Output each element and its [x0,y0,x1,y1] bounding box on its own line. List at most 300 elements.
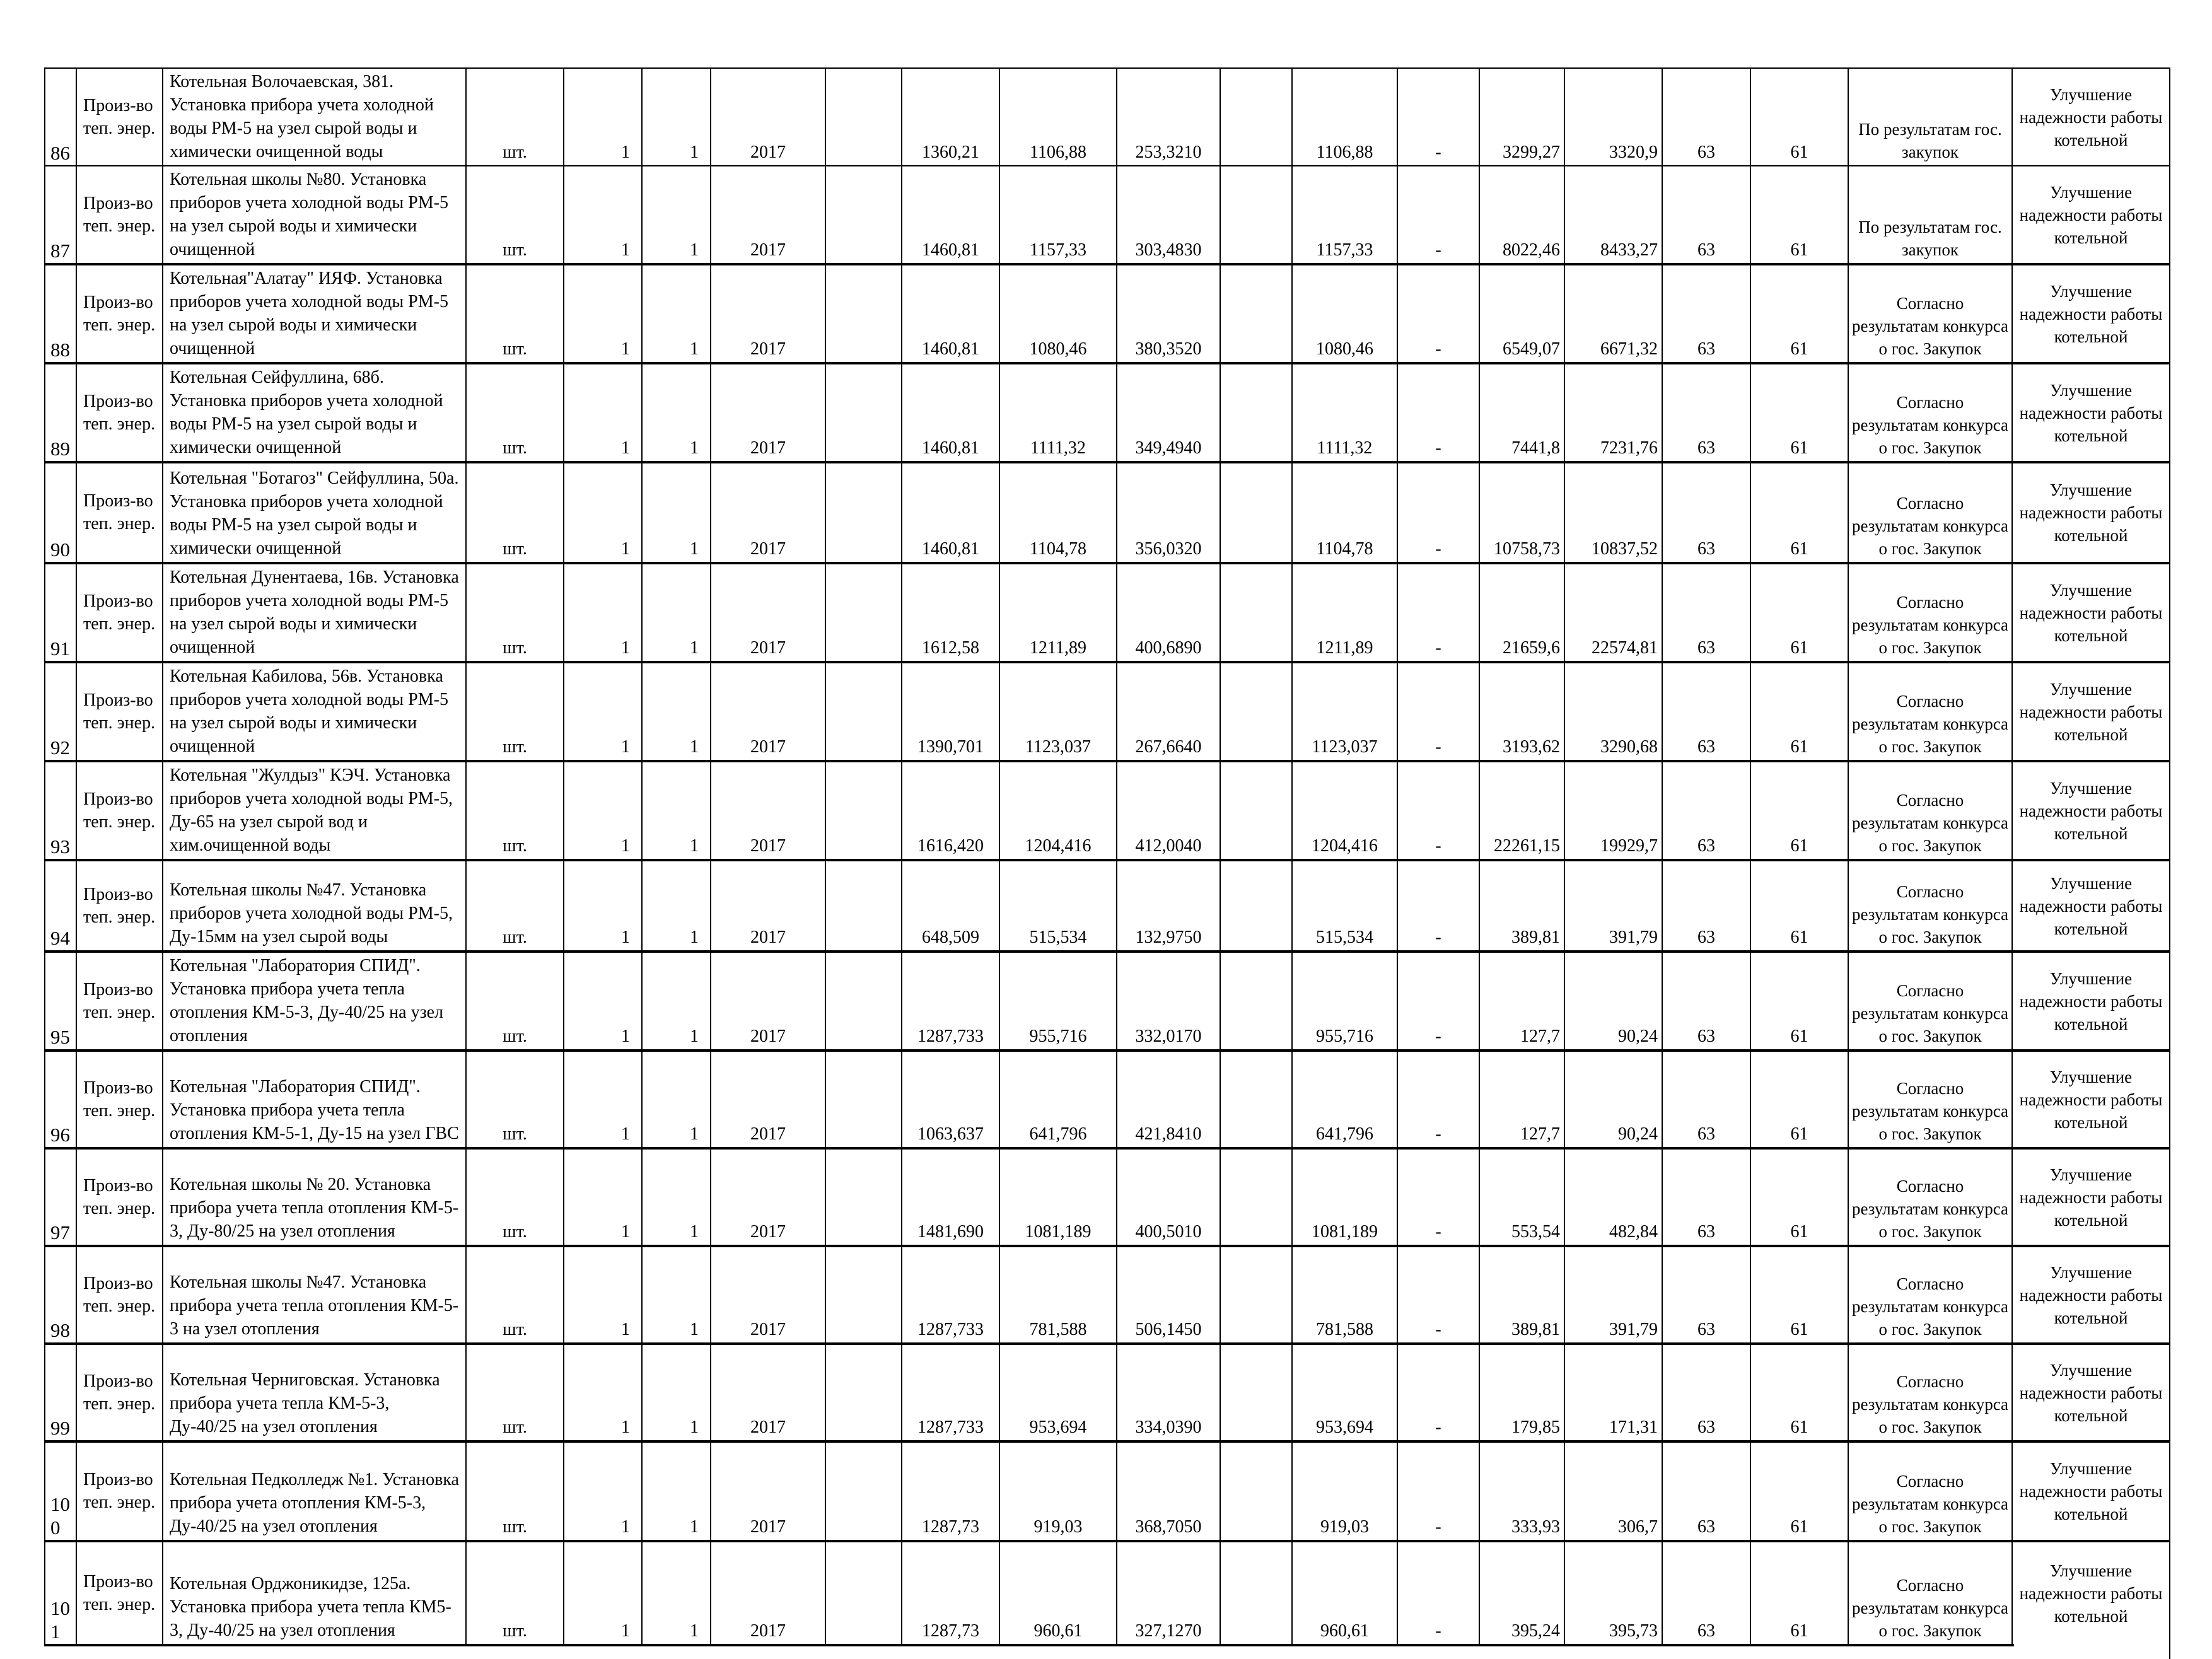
row-number: 87 [45,166,76,264]
cost-estimate: 1460,81 [902,264,999,363]
category: Произ-во теп. энер. [76,68,163,166]
quantity-fact: 1 [642,1051,711,1148]
indicator-before: 63 [1662,1051,1750,1148]
category: Произ-во теп. энер. [76,1246,163,1344]
category: Произ-во теп. энер. [76,563,163,662]
year: 2017 [711,1441,825,1541]
amount-before: 6549,07 [1479,264,1564,363]
cost-savings: 400,5010 [1117,1148,1220,1246]
work-description: Котельная "Жулдыз" КЭЧ. Установка приборов учета холодной воды РМ-5, Ду-65 на узел сырой вод и хим.очищенной воды [163,761,466,860]
work-description: Котельная Кабилова, 56в. Установка приборов учета холодной воды РМ-5 на узел сырой воды и химически очищенной [163,662,466,761]
cost-estimate: 1287,733 [902,1344,999,1441]
cost-actual: 1211,89 [999,563,1117,662]
quantity-plan: 1 [564,563,642,662]
year: 2017 [711,761,825,860]
expected-effect: Улучшение надежности работы котельной [2012,1541,2170,1645]
amount-after: 10837,52 [1564,462,1662,563]
procurement-basis: Согласно результатам конкурса о гос. Закупок [1848,1344,2012,1441]
row-number: 90 [45,462,76,563]
cost-savings: 380,3520 [1117,264,1220,363]
amount-before: 3299,27 [1479,68,1564,166]
amount-after: 3290,68 [1564,662,1662,761]
year: 2017 [711,1541,825,1645]
unit: шт. [466,363,564,462]
work-description: Котельная школы №80. Установка приборов учета холодной воды РМ-5 на узел сырой воды и химически очищенной [163,166,466,264]
cost-actual-repeat: 1157,33 [1292,166,1397,264]
cost-savings: 421,8410 [1117,1051,1220,1148]
empty-cell [1220,952,1292,1051]
quantity-fact: 1 [642,166,711,264]
cost-actual: 1204,416 [999,761,1117,860]
procurement-basis: Согласно результатам конкурса о гос. Закупок [1848,860,2012,952]
table-row [45,1148,2170,1246]
cost-savings: 334,0390 [1117,1344,1220,1441]
dash: - [1397,264,1479,363]
category: Произ-во теп. энер. [76,662,163,761]
work-description: Котельная Педколледж №1. Установка прибора учета отопления КМ-5-3, Ду-40/25 на узел отопления [163,1441,466,1541]
procurement-basis: Согласно результатам конкурса о гос. Закупок [1848,1051,2012,1148]
empty-cell [1220,1148,1292,1246]
cost-actual-repeat: 955,716 [1292,952,1397,1051]
empty-cell [825,462,902,563]
procurement-basis: Согласно результатам конкурса о гос. Закупок [1848,363,2012,462]
amount-before: 127,7 [1479,952,1564,1051]
cost-estimate: 1460,81 [902,166,999,264]
dash: - [1397,462,1479,563]
cost-savings: 349,4940 [1117,363,1220,462]
quantity-fact: 1 [642,68,711,166]
cost-actual: 515,534 [999,860,1117,952]
unit: шт. [466,860,564,952]
amount-after: 482,84 [1564,1148,1662,1246]
table-row [45,1541,2170,1645]
cost-estimate: 1287,73 [902,1441,999,1541]
indicator-after: 61 [1750,1344,1848,1441]
procurement-basis: Согласно результатам конкурса о гос. Закупок [1848,662,2012,761]
unit: шт. [466,68,564,166]
table-row [45,264,2170,363]
dash: - [1397,1441,1479,1541]
cost-actual: 1080,46 [999,264,1117,363]
indicator-after: 61 [1750,1148,1848,1246]
cost-savings: 267,6640 [1117,662,1220,761]
unit: шт. [466,462,564,563]
amount-before: 553,54 [1479,1148,1564,1246]
amount-after: 391,79 [1564,860,1662,952]
cost-estimate: 1481,690 [902,1148,999,1246]
category: Произ-во теп. энер. [76,1344,163,1441]
unit: шт. [466,761,564,860]
indicator-before: 63 [1662,1344,1750,1441]
empty-cell [1220,363,1292,462]
cost-savings: 506,1450 [1117,1246,1220,1344]
dash: - [1397,952,1479,1051]
cost-estimate: 1616,420 [902,761,999,860]
row-number: 93 [45,761,76,860]
year: 2017 [711,1051,825,1148]
quantity-fact: 1 [642,662,711,761]
empty-cell [1220,761,1292,860]
unit: шт. [466,264,564,363]
empty-cell [1220,462,1292,563]
quantity-fact: 1 [642,1441,711,1541]
cost-actual-repeat: 1123,037 [1292,662,1397,761]
empty-cell [1220,860,1292,952]
table-tail-border [2014,1644,2170,1659]
category: Произ-во теп. энер. [76,761,163,860]
dash: - [1397,662,1479,761]
unit: шт. [466,1148,564,1246]
procurement-basis: Согласно результатам конкурса о гос. Закупок [1848,462,2012,563]
amount-before: 10758,73 [1479,462,1564,563]
cost-savings: 368,7050 [1117,1441,1220,1541]
cost-actual: 1123,037 [999,662,1117,761]
indicator-after: 61 [1750,1051,1848,1148]
quantity-plan: 1 [564,860,642,952]
quantity-fact: 1 [642,462,711,563]
row-number: 99 [45,1344,76,1441]
empty-cell [1220,1051,1292,1148]
empty-cell [825,363,902,462]
procurement-basis: Согласно результатам конкурса о гос. Закупок [1848,563,2012,662]
unit: шт. [466,662,564,761]
expected-effect: Улучшение надежности работы котельной [2012,1344,2170,1441]
year: 2017 [711,1344,825,1441]
empty-cell [1220,68,1292,166]
cost-actual: 1111,32 [999,363,1117,462]
indicator-before: 63 [1662,462,1750,563]
year: 2017 [711,563,825,662]
cost-actual: 781,588 [999,1246,1117,1344]
amount-before: 127,7 [1479,1051,1564,1148]
quantity-plan: 1 [564,166,642,264]
row-number: 97 [45,1148,76,1246]
indicator-after: 61 [1750,563,1848,662]
quantity-fact: 1 [642,563,711,662]
unit: шт. [466,563,564,662]
expected-effect: Улучшение надежности работы котельной [2012,1148,2170,1246]
dash: - [1397,1246,1479,1344]
unit: шт. [466,1344,564,1441]
cost-savings: 303,4830 [1117,166,1220,264]
quantity-fact: 1 [642,363,711,462]
unit: шт. [466,952,564,1051]
dash: - [1397,860,1479,952]
cost-actual-repeat: 641,796 [1292,1051,1397,1148]
indicator-before: 63 [1662,952,1750,1051]
cost-actual: 1106,88 [999,68,1117,166]
category: Произ-во теп. энер. [76,363,163,462]
expected-effect: Улучшение надежности работы котельной [2012,462,2170,563]
cost-estimate: 1460,81 [902,363,999,462]
table-row [45,952,2170,1051]
expected-effect: Улучшение надежности работы котельной [2012,1051,2170,1148]
cost-actual: 1157,33 [999,166,1117,264]
quantity-plan: 1 [564,264,642,363]
amount-before: 179,85 [1479,1344,1564,1441]
dash: - [1397,166,1479,264]
amount-before: 389,81 [1479,1246,1564,1344]
empty-cell [825,1541,902,1645]
empty-cell [1220,166,1292,264]
cost-estimate: 1460,81 [902,462,999,563]
empty-cell [825,166,902,264]
amount-before: 8022,46 [1479,166,1564,264]
cost-savings: 332,0170 [1117,952,1220,1051]
cost-actual-repeat: 1106,88 [1292,68,1397,166]
expected-effect: Улучшение надежности работы котельной [2012,563,2170,662]
table-row [45,68,2170,166]
indicator-after: 61 [1750,264,1848,363]
unit: шт. [466,1246,564,1344]
cost-estimate: 1390,701 [902,662,999,761]
category: Произ-во теп. энер. [76,952,163,1051]
cost-actual-repeat: 1080,46 [1292,264,1397,363]
dash: - [1397,68,1479,166]
category: Произ-во теп. энер. [76,1441,163,1541]
cost-actual-repeat: 1081,189 [1292,1148,1397,1246]
cost-actual: 955,716 [999,952,1117,1051]
quantity-fact: 1 [642,1148,711,1246]
cost-actual-repeat: 953,694 [1292,1344,1397,1441]
quantity-plan: 1 [564,68,642,166]
quantity-fact: 1 [642,1246,711,1344]
indicator-before: 63 [1662,1246,1750,1344]
cost-savings: 412,0040 [1117,761,1220,860]
dash: - [1397,363,1479,462]
quantity-fact: 1 [642,761,711,860]
row-number: 98 [45,1246,76,1344]
category: Произ-во теп. энер. [76,462,163,563]
amount-after: 22574,81 [1564,563,1662,662]
quantity-plan: 1 [564,1344,642,1441]
empty-cell [1220,264,1292,363]
amount-after: 3320,9 [1564,68,1662,166]
cost-savings: 253,3210 [1117,68,1220,166]
work-description: Котельная "Лаборатория СПИД". Установка прибора учета тепла отопления КМ-5-3, Ду-40/25 на узел отопления [163,952,466,1051]
year: 2017 [711,952,825,1051]
cost-actual-repeat: 960,61 [1292,1541,1397,1645]
empty-cell [825,1246,902,1344]
row-number: 96 [45,1051,76,1148]
expected-effect: Улучшение надежности работы котельной [2012,1246,2170,1344]
year: 2017 [711,860,825,952]
cost-savings: 356,0320 [1117,462,1220,563]
work-description: Котельная Дунентаева, 16в. Установка приборов учета холодной воды РМ-5 на узел сырой воды и химически очищенной [163,563,466,662]
year: 2017 [711,1148,825,1246]
category: Произ-во теп. энер. [76,1148,163,1246]
amount-after: 391,79 [1564,1246,1662,1344]
cost-actual-repeat: 1111,32 [1292,363,1397,462]
row-number: 92 [45,662,76,761]
indicator-before: 63 [1662,662,1750,761]
table-row [45,1344,2170,1441]
cost-estimate: 1287,73 [902,1541,999,1645]
empty-cell [825,1051,902,1148]
cost-actual: 641,796 [999,1051,1117,1148]
category: Произ-во теп. энер. [76,166,163,264]
indicator-after: 61 [1750,860,1848,952]
row-number: 89 [45,363,76,462]
dash: - [1397,1051,1479,1148]
empty-cell [1220,1344,1292,1441]
indicator-after: 61 [1750,68,1848,166]
indicator-after: 61 [1750,166,1848,264]
table-row [45,860,2170,952]
cost-actual: 1081,189 [999,1148,1117,1246]
year: 2017 [711,68,825,166]
quantity-fact: 1 [642,860,711,952]
table-row [45,1051,2170,1148]
quantity-fact: 1 [642,264,711,363]
cost-estimate: 1612,58 [902,563,999,662]
table-row [45,1441,2170,1541]
cost-actual-repeat: 1211,89 [1292,563,1397,662]
expected-effect: Улучшение надежности работы котельной [2012,264,2170,363]
quantity-plan: 1 [564,761,642,860]
amount-after: 8433,27 [1564,166,1662,264]
dash: - [1397,761,1479,860]
indicator-before: 63 [1662,264,1750,363]
indicator-after: 61 [1750,1246,1848,1344]
unit: шт. [466,1051,564,1148]
table-row [45,166,2170,264]
row-number: 95 [45,952,76,1051]
amount-before: 3193,62 [1479,662,1564,761]
cost-estimate: 1360,21 [902,68,999,166]
cost-actual: 1104,78 [999,462,1117,563]
dash: - [1397,1148,1479,1246]
cost-estimate: 1287,733 [902,952,999,1051]
row-number: 88 [45,264,76,363]
empty-cell [1220,1541,1292,1645]
year: 2017 [711,166,825,264]
quantity-plan: 1 [564,952,642,1051]
cost-actual-repeat: 1104,78 [1292,462,1397,563]
expected-effect: Улучшение надежности работы котельной [2012,761,2170,860]
quantity-fact: 1 [642,1344,711,1441]
year: 2017 [711,462,825,563]
expected-effect: Улучшение надежности работы котельной [2012,952,2170,1051]
empty-cell [825,563,902,662]
row-number: 91 [45,563,76,662]
row-number: 94 [45,860,76,952]
procurement-basis: Согласно результатам конкурса о гос. Закупок [1848,1441,2012,1541]
amount-after: 6671,32 [1564,264,1662,363]
amount-before: 22261,15 [1479,761,1564,860]
cost-actual-repeat: 515,534 [1292,860,1397,952]
indicator-after: 61 [1750,761,1848,860]
work-description: Котельная Орджоникидзе, 125а. Установка прибора учета тепла КМ5-3, Ду-40/25 на узел отопления [163,1541,466,1645]
empty-cell [825,264,902,363]
expected-effect: Улучшение надежности работы котельной [2012,68,2170,166]
row-number: 86 [45,68,76,166]
empty-cell [1220,662,1292,761]
cost-savings: 132,9750 [1117,860,1220,952]
year: 2017 [711,662,825,761]
quantity-plan: 1 [564,1541,642,1645]
indicator-after: 61 [1750,1441,1848,1541]
indicator-before: 63 [1662,1541,1750,1645]
quantity-plan: 1 [564,363,642,462]
category: Произ-во теп. энер. [76,1051,163,1148]
year: 2017 [711,264,825,363]
cost-estimate: 1063,637 [902,1051,999,1148]
table-row [45,363,2170,462]
empty-cell [825,1148,902,1246]
work-description: Котельная школы № 20. Установка прибора учета тепла отопления КМ-5-3, Ду-80/25 на узел отопления [163,1148,466,1246]
indicator-after: 61 [1750,462,1848,563]
indicator-before: 63 [1662,166,1750,264]
cost-savings: 327,1270 [1117,1541,1220,1645]
cost-estimate: 1287,733 [902,1246,999,1344]
amount-after: 171,31 [1564,1344,1662,1441]
procurement-basis: Согласно результатам конкурса о гос. Закупок [1848,761,2012,860]
quantity-fact: 1 [642,1541,711,1645]
empty-cell [825,860,902,952]
empty-cell [825,662,902,761]
expected-effect: Улучшение надежности работы котельной [2012,662,2170,761]
empty-cell [1220,1246,1292,1344]
amount-before: 333,93 [1479,1441,1564,1541]
indicator-after: 61 [1750,1541,1848,1645]
dash: - [1397,563,1479,662]
empty-cell [825,1344,902,1441]
empty-cell [825,68,902,166]
procurement-basis: По результатам гос. закупок [1848,68,2012,166]
expected-effect: Улучшение надежности работы котельной [2012,860,2170,952]
empty-cell [825,1441,902,1541]
table-row [45,1246,2170,1344]
procurement-basis: По результатам гос. закупок [1848,166,2012,264]
cost-actual-repeat: 781,588 [1292,1246,1397,1344]
quantity-plan: 1 [564,1246,642,1344]
empty-cell [825,952,902,1051]
procurement-basis: Согласно результатам конкурса о гос. Закупок [1848,264,2012,363]
work-description: Котельная Волочаевская, 381. Установка прибора учета холодной воды РМ-5 на узел сырой воды и химически очищенной воды [163,68,466,166]
unit: шт. [466,1441,564,1541]
indicator-before: 63 [1662,1148,1750,1246]
category: Произ-во теп. энер. [76,1541,163,1645]
expected-effect: Улучшение надежности работы котельной [2012,363,2170,462]
indicator-after: 61 [1750,363,1848,462]
work-description: Котельная Черниговская. Установка прибора учета тепла КМ-5-3, Ду-40/25 на узел отопления [163,1344,466,1441]
table-row [45,662,2170,761]
indicator-before: 63 [1662,860,1750,952]
amount-after: 19929,7 [1564,761,1662,860]
works-table-wrap [44,67,2172,1646]
work-description: Котельная школы №47. Установка приборов учета холодной воды РМ-5, Ду-15мм на узел сырой воды [163,860,466,952]
cost-estimate: 648,509 [902,860,999,952]
amount-before: 389,81 [1479,860,1564,952]
cost-actual-repeat: 1204,416 [1292,761,1397,860]
quantity-plan: 1 [564,662,642,761]
indicator-after: 61 [1750,952,1848,1051]
cost-actual: 953,694 [999,1344,1117,1441]
quantity-plan: 1 [564,1051,642,1148]
dash: - [1397,1344,1479,1441]
empty-cell [825,761,902,860]
amount-after: 90,24 [1564,1051,1662,1148]
indicator-before: 63 [1662,363,1750,462]
unit: шт. [466,166,564,264]
cost-actual: 919,03 [999,1441,1117,1541]
indicator-before: 63 [1662,68,1750,166]
category: Произ-во теп. энер. [76,860,163,952]
dash: - [1397,1541,1479,1645]
work-description: Котельная школы №47. Установка прибора учета тепла отопления КМ-5-3 на узел отопления [163,1246,466,1344]
indicator-before: 63 [1662,761,1750,860]
